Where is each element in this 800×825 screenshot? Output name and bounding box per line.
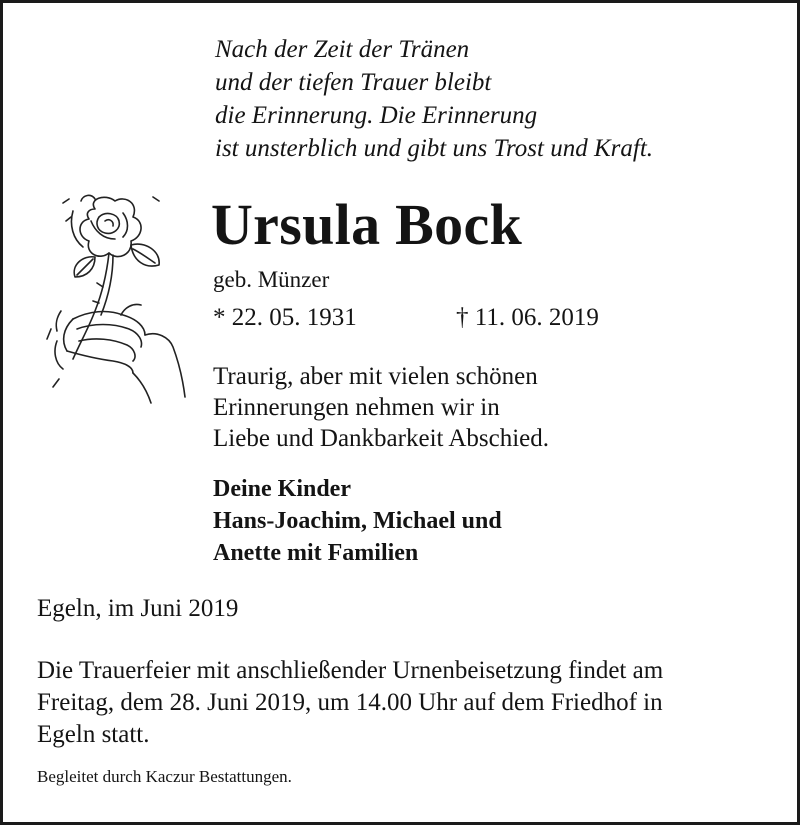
message-line: Liebe und Dankbarkeit Abschied. — [213, 425, 550, 452]
verse-line: Nach der Zeit der Tränen — [215, 36, 470, 63]
signature-line: Deine Kinder — [213, 476, 351, 502]
signature-line: Hans-Joachim, Michael und — [213, 508, 502, 534]
place-date: Egeln, im Juni 2019 — [37, 595, 239, 622]
funeral-announcement — [37, 655, 777, 751]
funeral-line: Egeln statt. — [37, 721, 150, 748]
verse — [215, 33, 785, 165]
verse-line: die Erinnerung. Die Erinnerung — [215, 102, 538, 129]
undertaker-credit: Begleitet durch Kaczur Bestattungen. — [37, 767, 292, 786]
verse-line: ist unsterblich und gibt uns Trost und Kraft. — [215, 135, 654, 162]
deceased-name: Ursula Bock — [211, 192, 523, 257]
verse-line: und der tiefen Trauer bleibt — [215, 69, 492, 96]
birth-name: geb. Münzer — [213, 267, 330, 292]
funeral-line: Freitag, dem 28. Juni 2019, um 14.00 Uhr auf dem Friedhof in — [37, 689, 663, 716]
birth-date: * 22. 05. 1931 — [213, 304, 357, 331]
condolence-message — [213, 361, 773, 454]
signature-line: Anette mit Familien — [213, 540, 419, 566]
signature — [213, 473, 502, 569]
message-line: Traurig, aber mit vielen schönen — [213, 363, 538, 390]
rose-in-hand-icon — [33, 191, 193, 406]
death-date: † 11. 06. 2019 — [456, 304, 599, 331]
message-line: Erinnerungen nehmen wir in — [213, 394, 500, 421]
funeral-line: Die Trauerfeier mit anschließender Urnenbeisetzung findet am — [37, 657, 664, 684]
